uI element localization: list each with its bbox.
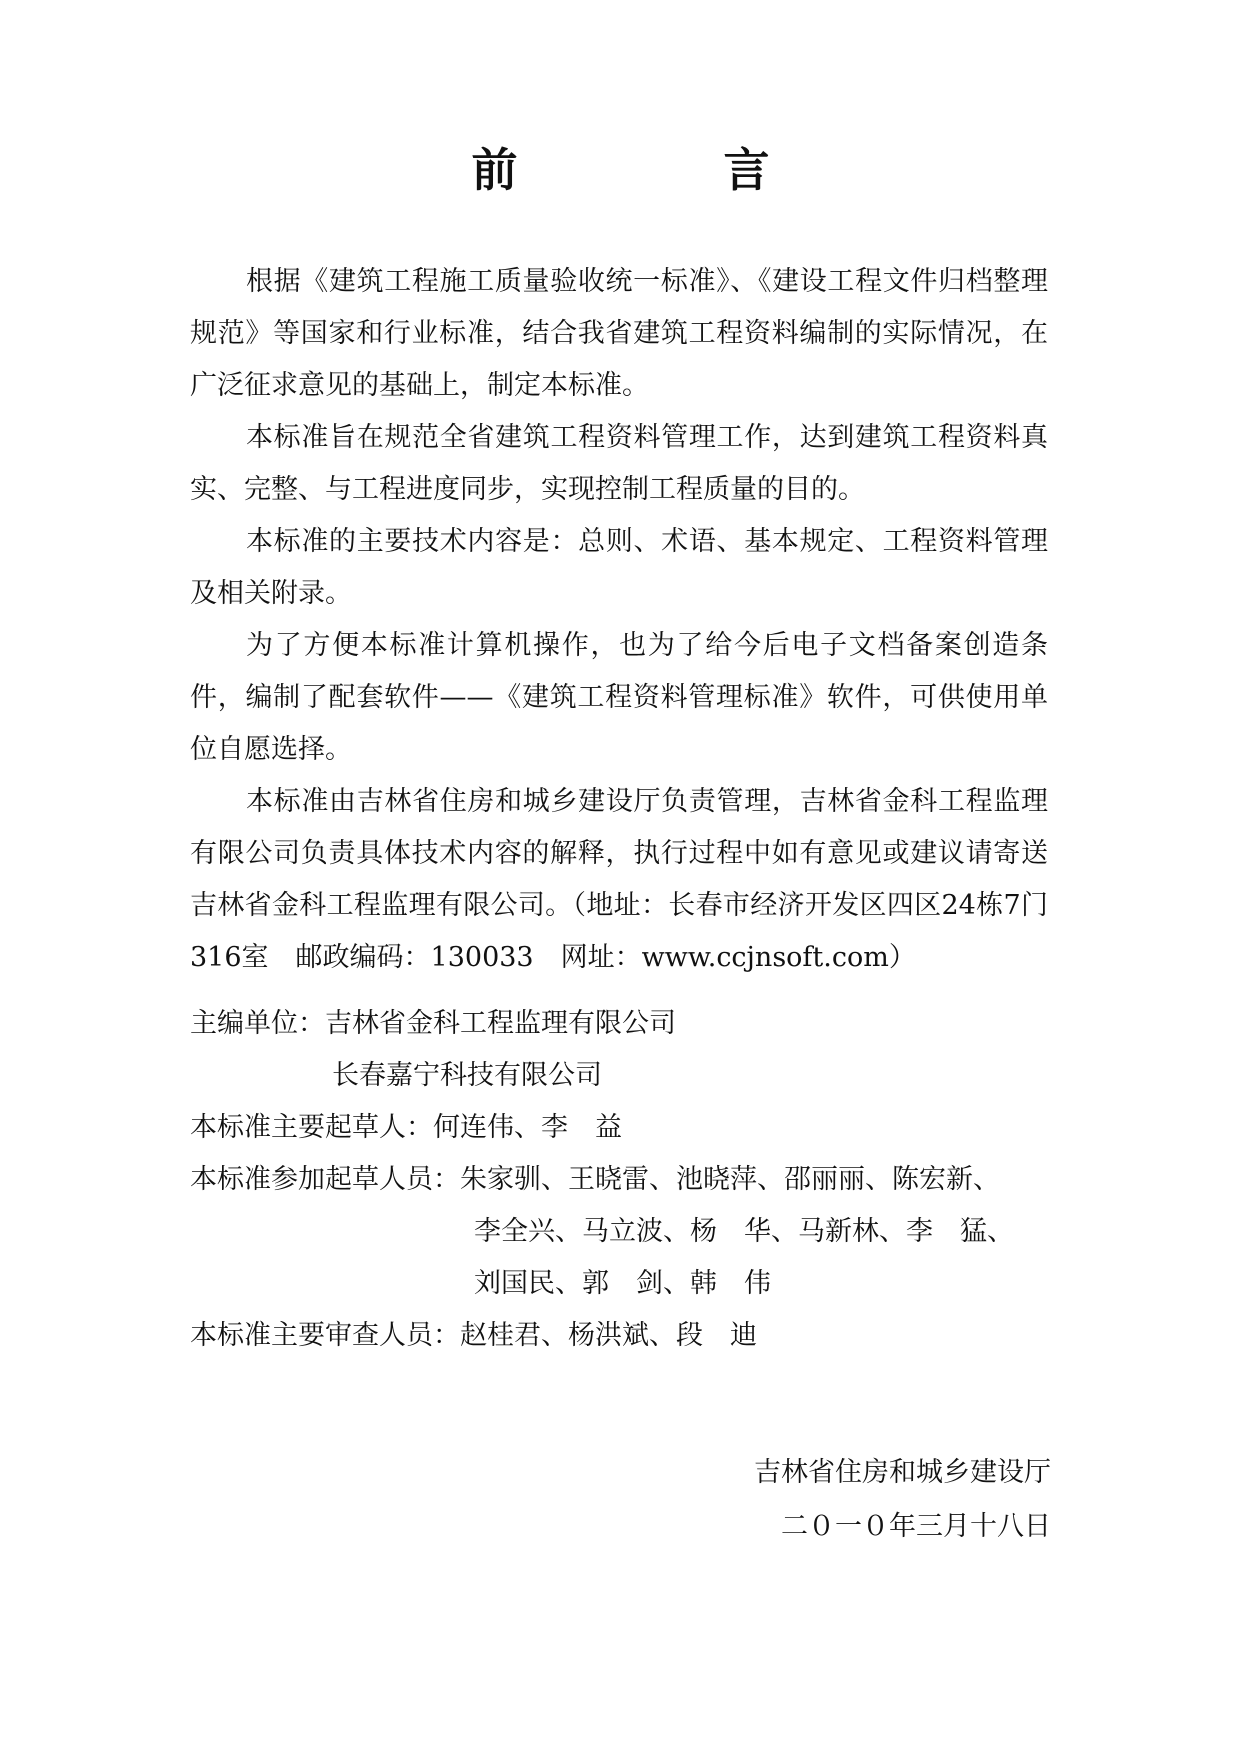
chief-editor-unit-1: 吉林省金科工程监理有限公司 [325,1008,676,1039]
participating-drafters-row-3 [190,1258,1090,1310]
reviewers-row [190,1310,1090,1362]
reviewers-label: 本标准主要审查人员： [190,1320,460,1351]
chief-editor-row [190,998,1090,1050]
paragraph-purpose: 本标准旨在规范全省建筑工程资料管理工作，达到建筑工程资料真实、完整、与工程进度同步，实现控制工程质量的目的。 [190,422,1048,505]
chief-editor-label: 主编单位： [190,1008,325,1039]
paragraph-contents: 本标准的主要技术内容是：总则、术语、基本规定、工程资料管理及相关附录。 [190,526,1048,609]
chief-editor-row-2 [190,1050,1090,1102]
paragraph-management: 本标准由吉林省住房和城乡建设厅负责管理，吉林省金科工程监理有限公司负责具体技术内容的解释，执行过程中如有意见或建议请寄送吉林省金科工程监理有限公司。（地址：长春市经济开发区四区24栋7门316室 邮政编码：130033 网址：www.ccjnsoft.com） [190,786,1048,973]
reviewers-names: 赵桂君、杨洪斌、段 迪 [460,1320,757,1351]
issue-date: 二０一０年三月十八日 [781,1511,1051,1542]
contributors-section [190,998,1090,1362]
preface-body [190,256,1048,984]
participating-drafters-row [190,1154,1090,1206]
paragraph-software: 为了方便本标准计算机操作，也为了给今后电子文档备案创造条件，编制了配套软件——《建筑工程资料管理标准》软件，可供使用单位自愿选择。 [190,630,1048,765]
main-drafters-label: 本标准主要起草人： [190,1112,433,1143]
main-drafters-names: 何连伟、李 益 [433,1112,622,1143]
participating-drafters-names-3: 刘国民、郭 剑、韩 伟 [474,1268,771,1299]
participating-drafters-names-1: 朱家驯、王晓雷、池晓萍、邵丽丽、陈宏新、 [460,1164,1000,1195]
page-title: 前 言 [471,143,850,197]
chief-editor-unit-2: 长春嘉宁科技有限公司 [332,1060,602,1091]
participating-drafters-row-2 [190,1206,1090,1258]
issuer-name: 吉林省住房和城乡建设厅 [754,1457,1051,1488]
participating-drafters-label: 本标准参加起草人员： [190,1164,460,1195]
signature-block [754,1446,1051,1554]
paragraph-basis: 根据《建筑工程施工质量验收统一标准》、《建设工程文件归档整理规范》等国家和行业标准，结合我省建筑工程资料编制的实际情况，在广泛征求意见的基础上，制定本标准。 [190,266,1048,401]
main-drafters-row [190,1102,1090,1154]
participating-drafters-names-2: 李全兴、马立波、杨 华、马新林、李 猛、 [474,1216,1014,1247]
